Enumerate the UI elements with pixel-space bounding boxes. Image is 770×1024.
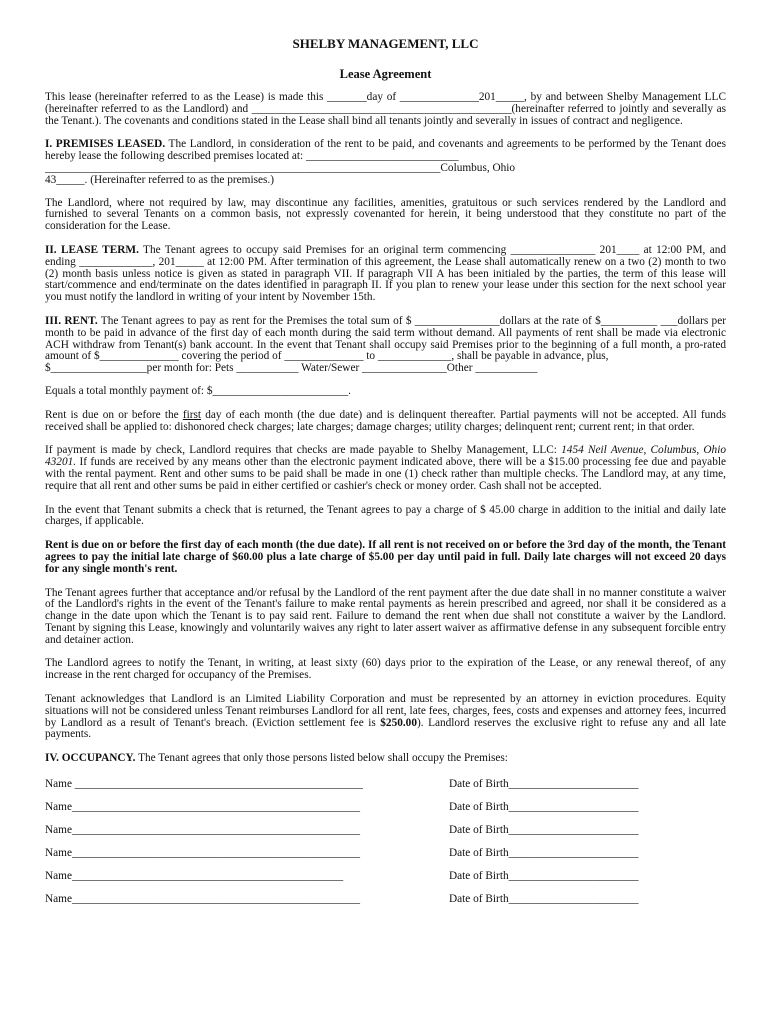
rent-due-text: Rent is due on or before the: [45, 408, 183, 421]
company-name: SHELBY MANAGEMENT, LLC: [292, 36, 479, 51]
lease-term-heading: II. LEASE TERM.: [45, 243, 139, 256]
returned-check-paragraph: In the event that Tenant submits a check that is returned, the Tenant agrees to pay a charge of $ 45.00 charge in addition to the initial and daily late charges, if applicable.: [45, 503, 726, 528]
rent-fees-line: $_________________per month for: Pets ___________ Water/Sewer _______________Other ___________: [45, 362, 538, 375]
occupant-row: [45, 779, 726, 802]
rent-text: The Tenant agrees to pay as rent for the Premises the total sum of $ _______________dollars at the rate of $__________ ___dollars per month to be paid in advance of the first day of each month during the said term without demand. All payments of rent shall be made via electronic ACH withdraw from Tenant(s) bank account. In the event that Tenant shall occupy said Premises prior to the beginning of a full month, a pro-rated amount of $______________ covering the period of ______________ to _____________, shall be payable in advance, plus,: [45, 314, 726, 363]
occupant-name-field[interactable]: Name ___________________________________________________: [45, 779, 363, 791]
llc-representation-paragraph: [45, 694, 726, 741]
rent-due-text-rest: day of each month (the due date) and is delinquent thereafter. Partial payments will not be accepted. All funds received shall be applied to: dishonored check charges; late charges; damage charges; utility charges; delinquent rent; current rent; in that order.: [45, 408, 726, 433]
late-charge-paragraph: Rent is due on or before the first day of each month (the due date). If all rent is not received on or before the 3rd day of the month, the Tenant agrees to pay the initial late charge of $60.00 plus a late charge of $5.00 per day until paid in full. Daily late charges will not exceed 20 days for any single month's rent.: [45, 539, 726, 575]
occupant-row: [45, 871, 726, 894]
occupant-list: [45, 779, 726, 917]
occupant-row: [45, 802, 726, 825]
facilities-paragraph: The Landlord, where not required by law, may discontinue any facilities, amenities, gratuitous or such services rendered by the Landlord and furnished to several Tenants on a common basis, not expressly covenanted for herein, it being understood that they constitute no part of the consideration for the Lease.: [45, 196, 726, 233]
occupant-name-field[interactable]: Name___________________________________________________: [45, 848, 361, 860]
occupant-dob-field[interactable]: Date of Birth_______________________: [449, 894, 639, 906]
occupant-dob-field[interactable]: Date of Birth_______________________: [449, 802, 639, 814]
rent-paragraph: [45, 316, 726, 375]
occupant-name-field[interactable]: Name___________________________________________________: [45, 802, 361, 814]
rent-due-paragraph: [45, 410, 726, 434]
occupant-dob-field[interactable]: Date of Birth_______________________: [449, 848, 639, 860]
check-payment-text-rest: If funds are received by any means other than the electronic payment indicated above, there will be a $15.00 processing fee due and payable with the rental payment. Rent and other sums to be paid shall be made in one (1) check rather than multiple checks. The Landlord may, at any time, require that all rent and other sums be paid in either certified or cashier's check or money order. Cash shall not be accepted.: [45, 456, 726, 492]
lease-term-text: The Tenant agrees to occupy said Premises for an original term commencing _______________ 201____ at 12:00 PM, and ending _____________, 201_____ at 12:00 PM. After termination of this agreement, the Lease shall automatically renew on a two (2) month to two (2) month basis unless notice is given as stated in paragraph VII. If paragraph VII A has been initialed by the parties, the term of this lease will start/commence and end/terminate on the dates identified in paragraph II. If you plan to renew your lease under this section for the next school year you must notify the landlord in writing of your intent by November 15th.: [45, 243, 727, 304]
occupant-dob-field[interactable]: Date of Birth_______________________: [449, 825, 639, 837]
check-payment-paragraph: [45, 445, 726, 492]
occupancy-paragraph: [45, 753, 726, 765]
llc-text-rest: ). Landlord reserves the exclusive right to refuse any and all late payments.: [45, 716, 726, 741]
intro-paragraph: This lease (hereinafter referred to as the Lease) is made this _______day of ______________201_____, by and between Shelby Management LLC (hereinafter referred to as the Landlord) and ______________________________________________(hereinafter referred to jointly and severally as the Tenant.). The covenants and conditions stated in the Lease shall bind all tenants jointly and severally in issues of contract and negligence.: [45, 91, 726, 127]
occupant-row: [45, 825, 726, 848]
occupant-name-field[interactable]: Name___________________________________________________: [45, 894, 361, 906]
eviction-settlement-fee: $250.00: [380, 716, 417, 729]
occupant-name-field[interactable]: Name___________________________________________________: [45, 825, 361, 837]
occupant-dob-field[interactable]: Date of Birth_______________________: [449, 779, 639, 791]
total-payment-line: Equals a total monthly payment of: $________________________.: [45, 384, 351, 397]
occupancy-heading: IV. OCCUPANCY.: [45, 752, 136, 765]
landlord-address: 1454 Neil Avenue, Columbus, Ohio 43201.: [45, 444, 726, 469]
occupancy-text: The Tenant agrees that only those persons listed below shall occupy the Premises:: [135, 752, 508, 765]
document-title: Lease Agreement: [339, 67, 432, 81]
rent-increase-notice-paragraph: The Landlord agrees to notify the Tenant, in writing, at least sixty (60) days prior to the expiration of the Lease, or any renewal thereof, of any increase in the rent charged for occupancy of the Premises.: [45, 657, 726, 682]
rent-heading: III. RENT.: [45, 314, 98, 327]
acceptance-paragraph: The Tenant agrees further that acceptance and/or refusal by the Landlord of the rent payment after the due date shall in no manner constitute a waiver of the Landlord's rights in the event of the Tenant's failure to make rental payments as herein prescribed and agreed, nor shall it be considered as a change in the date upon which the Tenant is to pay said rent. Failure to demand the rent when due shall not constitute a waiver by the Landlord. Tenant by signing this Lease, knowingly and voluntarily waives any right to later assert waiver as affirmative defense in any subsequent forcible entry and detainer action.: [45, 586, 726, 646]
occupant-row: [45, 894, 726, 917]
premises-paragraph: [45, 139, 726, 186]
llc-text: Tenant acknowledges that Landlord is an Limited Liability Corporation and must be represented by an attorney in eviction procedures. Equity situations will not be considered unless Tenant reimburses Landlord for all rent, late fees, charges, fees, costs and expenses and attorney fees, incurred by Landlord as a result of Tenant's breach. (Eviction settlement fee is: [45, 693, 726, 729]
premises-address-line: ______________________________________________________________________Columbus, Ohio: [45, 161, 516, 174]
premises-zip-line: 43_____. (Hereinafter referred to as the premises.): [45, 173, 274, 186]
occupant-dob-field[interactable]: Date of Birth_______________________: [449, 871, 639, 883]
occupant-name-field[interactable]: Name________________________________________________: [45, 871, 344, 883]
premises-text: The Landlord, in consideration of the rent to be paid, and covenants and agreements to be performed by the Tenant does hereby lease the following described premises located at: ___________________________: [45, 138, 726, 163]
premises-heading: I. PREMISES LEASED.: [45, 138, 166, 151]
occupant-row: [45, 848, 726, 871]
lease-term-paragraph: [45, 245, 726, 304]
rent-due-first: first: [182, 408, 202, 421]
check-payment-text: If payment is made by check, Landlord requires that checks are made payable to Shelby Management, LLC:: [45, 444, 562, 457]
